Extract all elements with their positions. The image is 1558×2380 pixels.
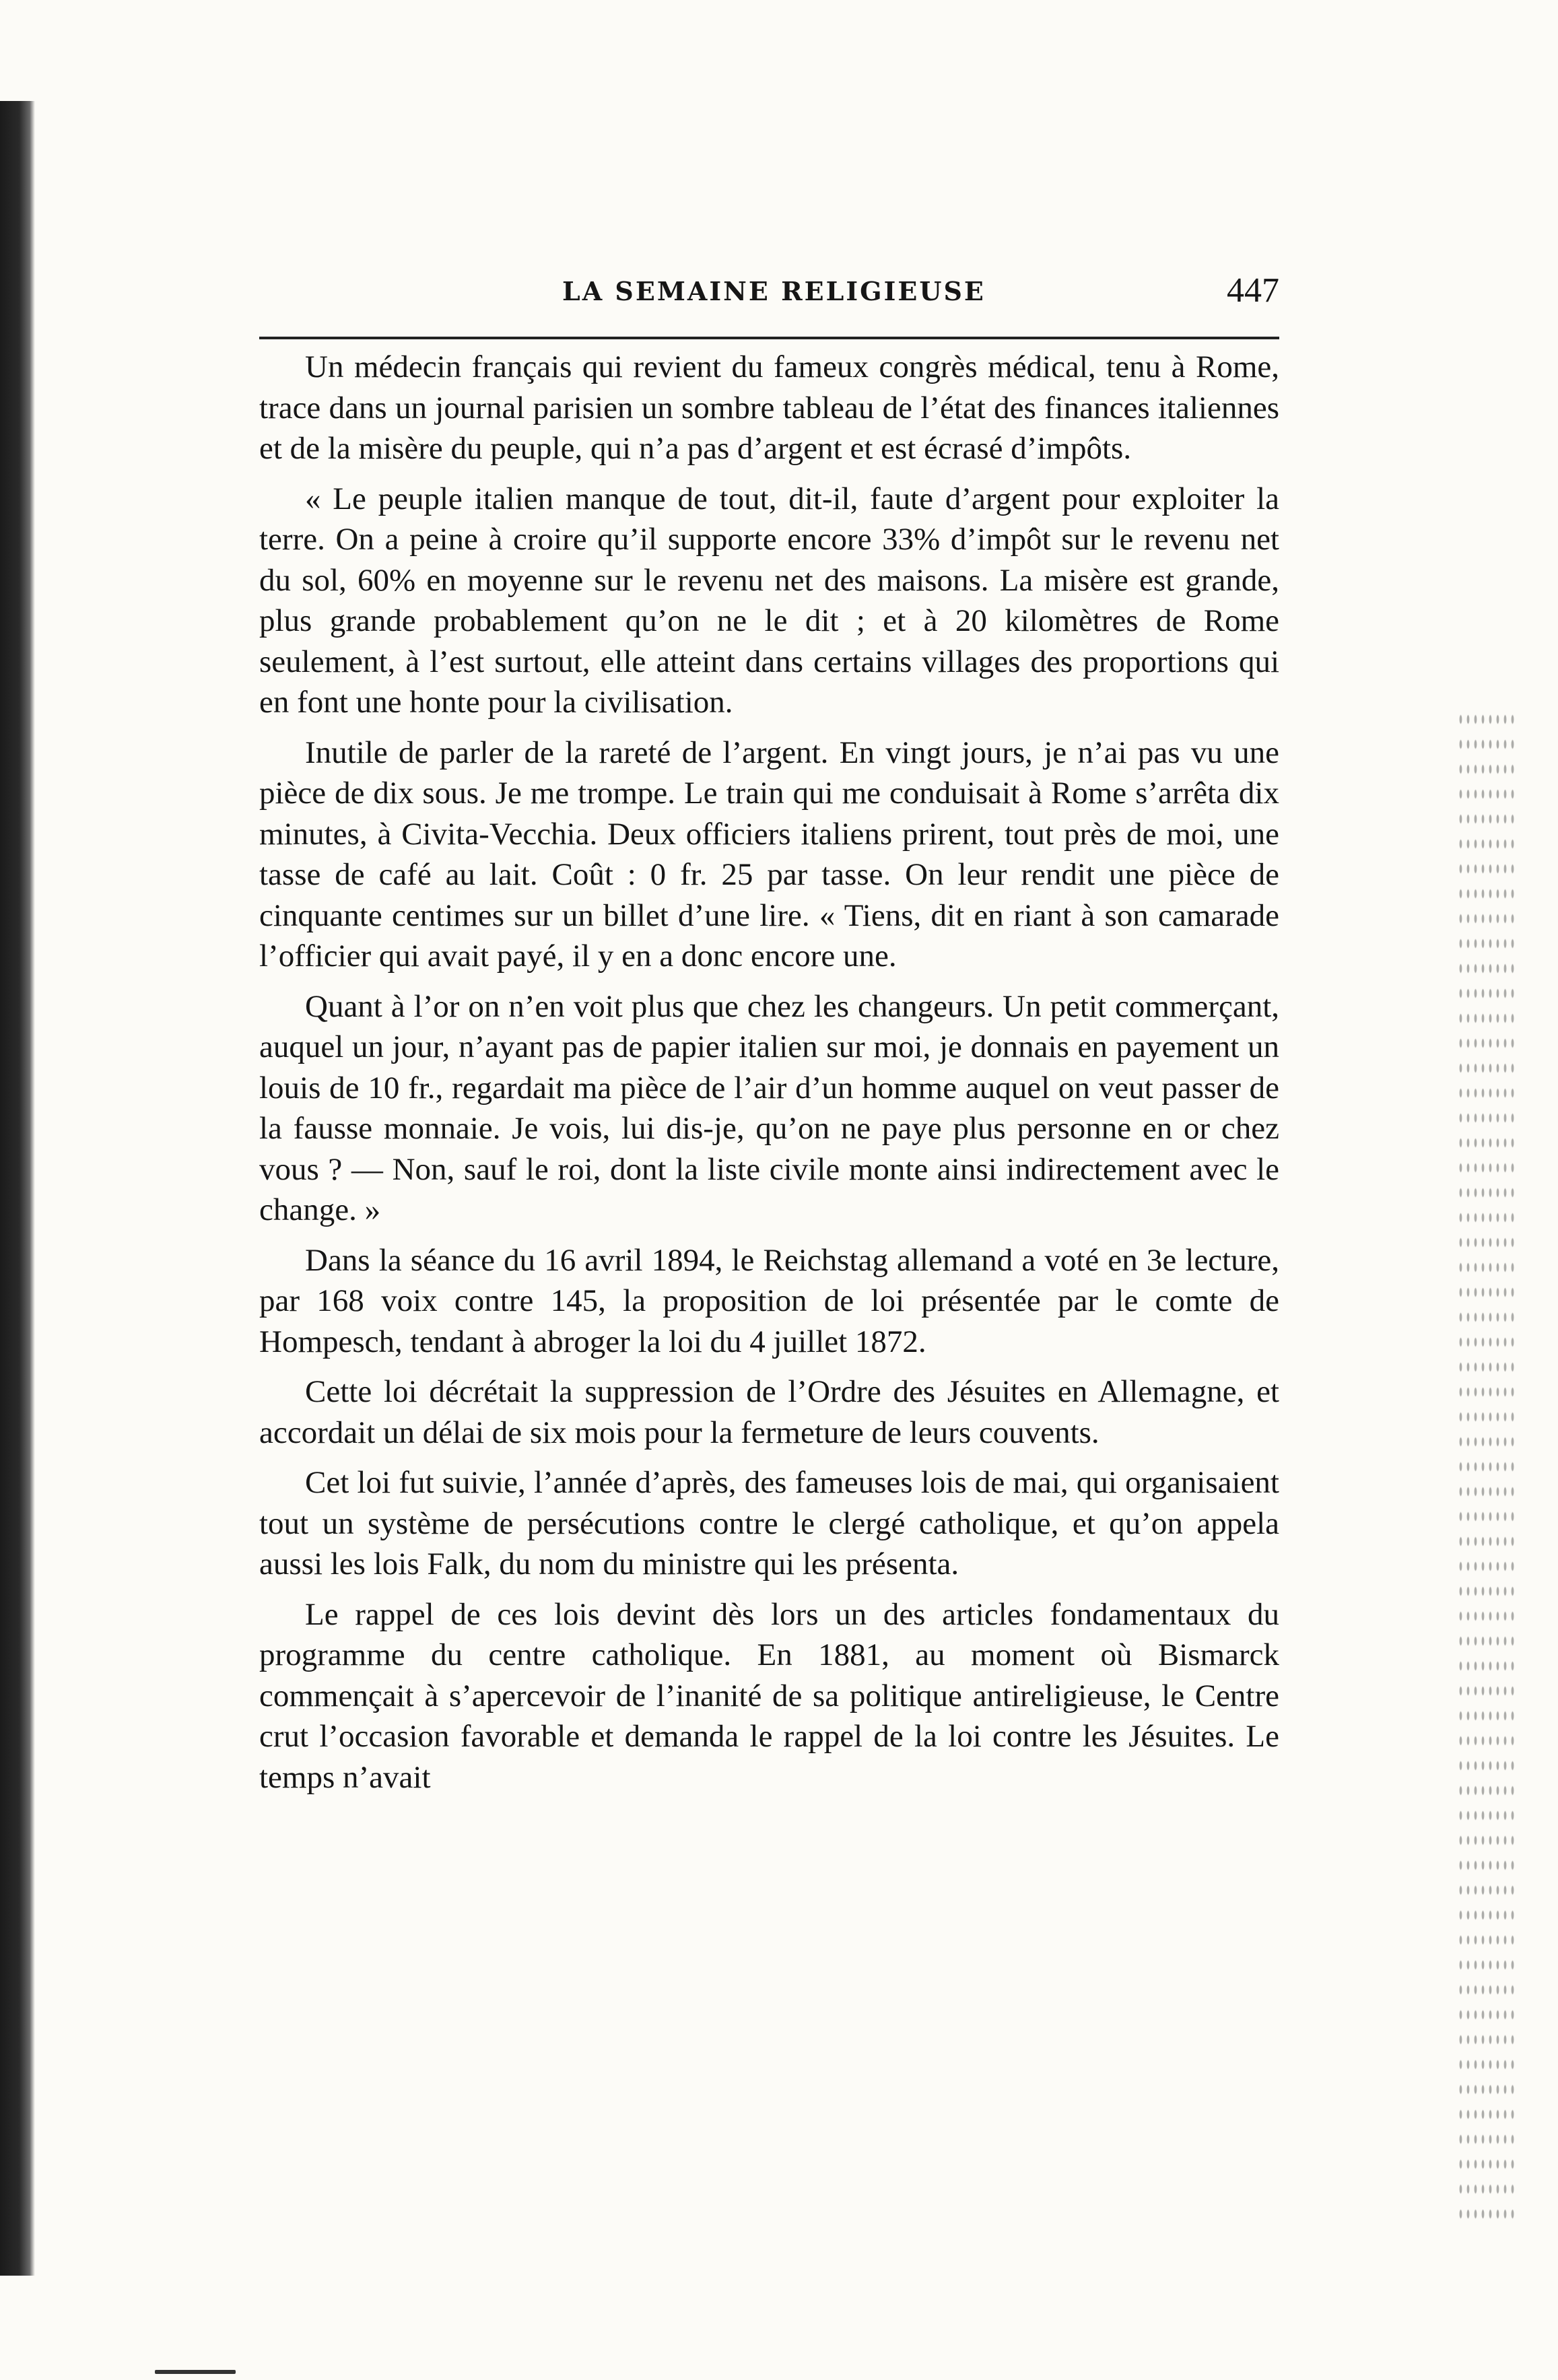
book-binding-shadow <box>0 101 35 2276</box>
paragraph: Quant à l’or on n’en voit plus que chez les changeurs. Un petit commerçant, auquel un jour, n’ayant pas de papier italien sur moi, je donnais en payement un louis de 10 fr., regardait ma pièce de l’air d’un homme auquel on veut passer de la fausse monnaie. Je vois, lui dis-je, qu’on ne paye plus personne en or chez vous ? — Non, sauf le roi, dont la liste civile monte ainsi indirectement avec le change. » <box>259 988 1279 1227</box>
paragraph: Cette loi décrétait la suppression de l’Ordre des Jésuites en Allemagne, et accordait un délai de six mois pour la fermeture de leurs couvents. <box>259 1374 1279 1450</box>
page-number: 447 <box>1227 271 1279 310</box>
page-edge-speckles <box>1457 707 1518 2222</box>
paragraph: Dans la séance du 16 avril 1894, le Reichstag allemand a voté en 3e lecture, par 168 voix contre 145, la proposition de loi présentée par le comte de Hompesch, tendant à abroger la loi du 4 juillet 1872. <box>259 1242 1279 1359</box>
paragraph: Inutile de parler de la rareté de l’argent. En vingt jours, je n’ai pas vu une pièce de dix sous. Je me trompe. Le train qui me conduisait à Rome s’arrêta dix minutes, à Civita-Vecchia. Deux officiers italiens prirent, tout près de moi, une tasse de café au lait. Coût : 0 fr. 25 par tasse. On leur rendit une pièce de cinquante centimes sur un billet d’une lire. « Tiens, dit en riant à son camarade l’officier qui avait payé, il y en a donc encore une. <box>259 735 1279 974</box>
paragraph: Un médecin français qui revient du fameux congrès médical, tenu à Rome, trace dans un journal parisien un sombre tableau de l’état des finances italiennes et de la misère du peuple, qui n’a pas d’argent et est écrasé d’impôts. <box>259 349 1279 466</box>
paragraph: Le rappel de ces lois devint dès lors un des articles fondamentaux du programme du centre catholique. En 1881, au moment où Bismarck commençait à s’apercevoir de l’inanité de sa politique antireligieuse, le Centre crut l’occasion favorable et demanda le rappel de la loi contre les Jésuites. Le temps n’avait <box>259 1596 1279 1795</box>
running-title: LA SEMAINE RELIGIEUSE <box>562 276 986 306</box>
body-text <box>259 347 1279 1807</box>
paragraph: Cet loi fut suivie, l’année d’après, des fameuses lois de mai, qui organisaient tout un système de persécutions contre le clergé catholique, et qu’on appela aussi les lois Falk, du nom du ministre qui les présenta. <box>259 1465 1279 1582</box>
header-rule <box>259 337 1279 339</box>
scan-mark <box>155 2370 236 2374</box>
paragraph: « Le peuple italien manque de tout, dit-il, faute d’argent pour exploiter la terre. On a peine à croire qu’il supporte encore 33% d’impôt sur le revenu net du sol, 60% en moyenne sur le revenu net des maisons. La misère est grande, plus grande probablement qu’on ne le dit ; et à 20 kilomètres de Rome seulement, à l’est surtout, elle atteint dans certains villages des proportions qui en font une honte pour la civilisation. <box>259 481 1279 720</box>
running-header <box>259 269 1279 323</box>
